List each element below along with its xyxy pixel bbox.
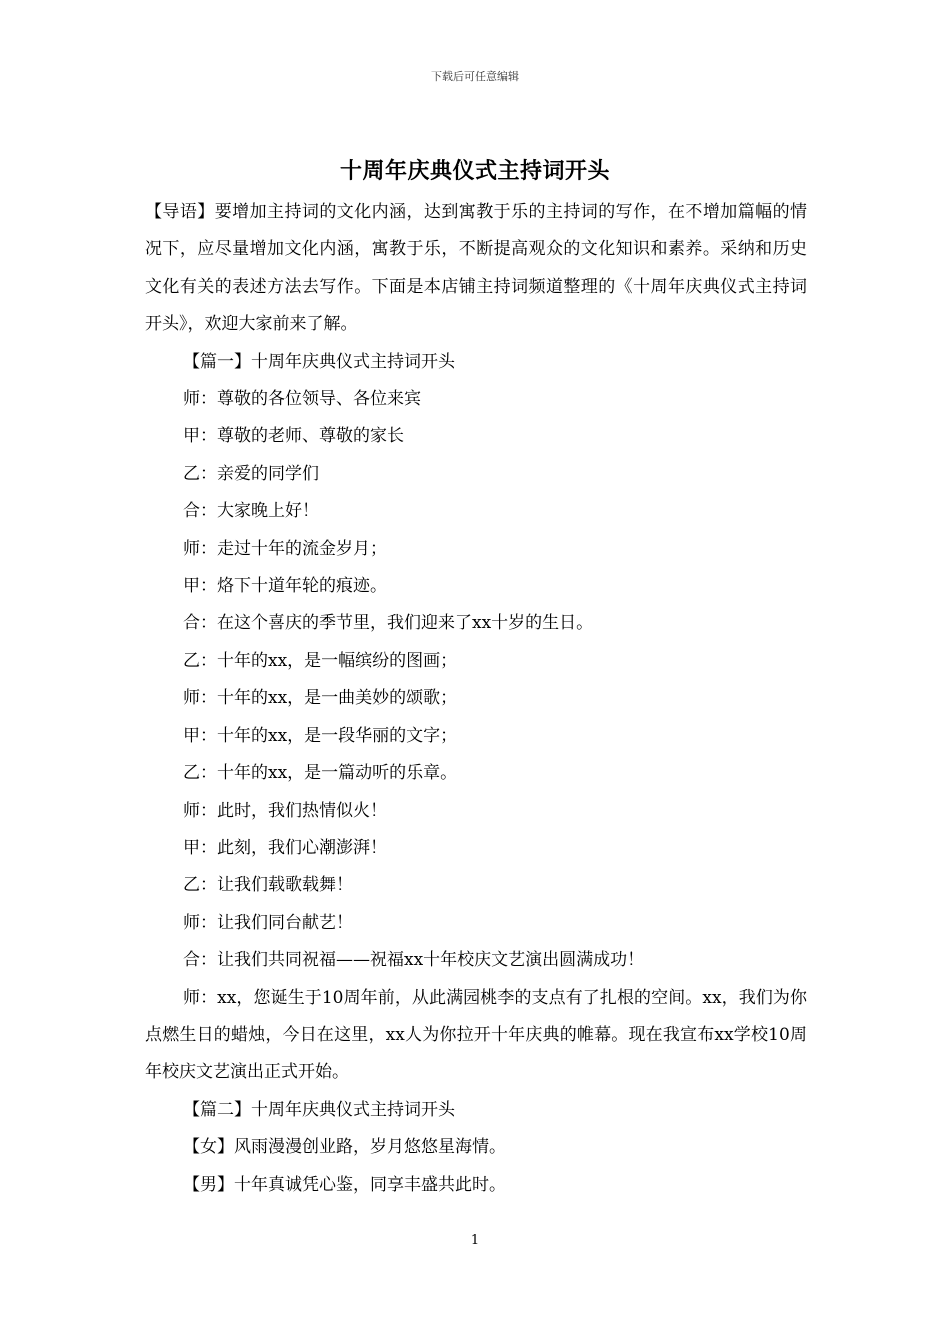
- document-title: 十周年庆典仪式主持词开头: [339, 158, 610, 184]
- dialogue-line: 师：尊敬的各位领导、各位来宾: [183, 389, 421, 410]
- dialogue-line: 师：让我们同台献艺！: [183, 912, 353, 933]
- dialogue-line: 合：大家晚上好！: [183, 501, 319, 522]
- dialogue-line: 甲：十年的xx，是一段华丽的文字；: [183, 725, 458, 746]
- dialogue-line: 甲：烙下十道年轮的痕迹。: [183, 576, 387, 597]
- dialogue-line: 合：让我们共同祝福——祝福xx十年校庆文艺演出圆满成功！: [183, 950, 645, 971]
- dialogue-line: 合：在这个喜庆的季节里，我们迎来了xx十岁的生日。: [183, 613, 594, 634]
- page-number: 1: [470, 1233, 480, 1248]
- section-heading-1: 【篇一】十周年庆典仪式主持词开头: [183, 351, 455, 372]
- dialogue-line: 师：xx，您诞生于10周年前，从此满园桃李的支点有了扎根的空间。xx，我们为你点燃生日的蜡烛，今日在这里，xx人为你拉开十年庆典的帷幕。现在我宣布xx学校10周年校庆文艺演出正式开始。: [145, 987, 807, 1083]
- header-note: 下载后可任意编辑: [431, 70, 519, 83]
- dialogue-line: 乙：让我们载歌载舞！: [183, 875, 353, 896]
- dialogue-line: 乙：十年的xx，是一篇动听的乐章。: [183, 763, 458, 784]
- dialogue-line: 乙：亲爱的同学们: [183, 463, 319, 484]
- dialogue-line: 甲：此刻，我们心潮澎湃！: [183, 837, 387, 858]
- dialogue-line: 【女】风雨漫漫创业路，岁月悠悠星海情。: [183, 1137, 506, 1158]
- dialogue-line: 师：此时，我们热情似火！: [183, 800, 387, 821]
- dialogue-line: 师：走过十年的流金岁月；: [183, 538, 387, 559]
- dialogue-line: 甲：尊敬的老师、尊敬的家长: [183, 426, 404, 447]
- document-body: [145, 194, 807, 1204]
- section-heading-2: 【篇二】十周年庆典仪式主持词开头: [183, 1099, 455, 1120]
- intro-paragraph: 【导语】要增加主持词的文化内涵，达到寓教于乐的主持词的写作，在不增加篇幅的情况下，应尽量增加文化内涵，寓教于乐，不断提高观众的文化知识和素养。采纳和历史文化有关的表述方法去写作。下面是本店铺主持词频道整理的《十周年庆典仪式主持词开头》，欢迎大家前来了解。: [145, 202, 807, 335]
- dialogue-line: 师：十年的xx，是一曲美妙的颂歌；: [183, 688, 458, 709]
- dialogue-line: 乙：十年的xx，是一幅缤纷的图画；: [183, 650, 458, 671]
- dialogue-line: 【男】十年真诚凭心鉴，同享丰盛共此时。: [183, 1174, 506, 1195]
